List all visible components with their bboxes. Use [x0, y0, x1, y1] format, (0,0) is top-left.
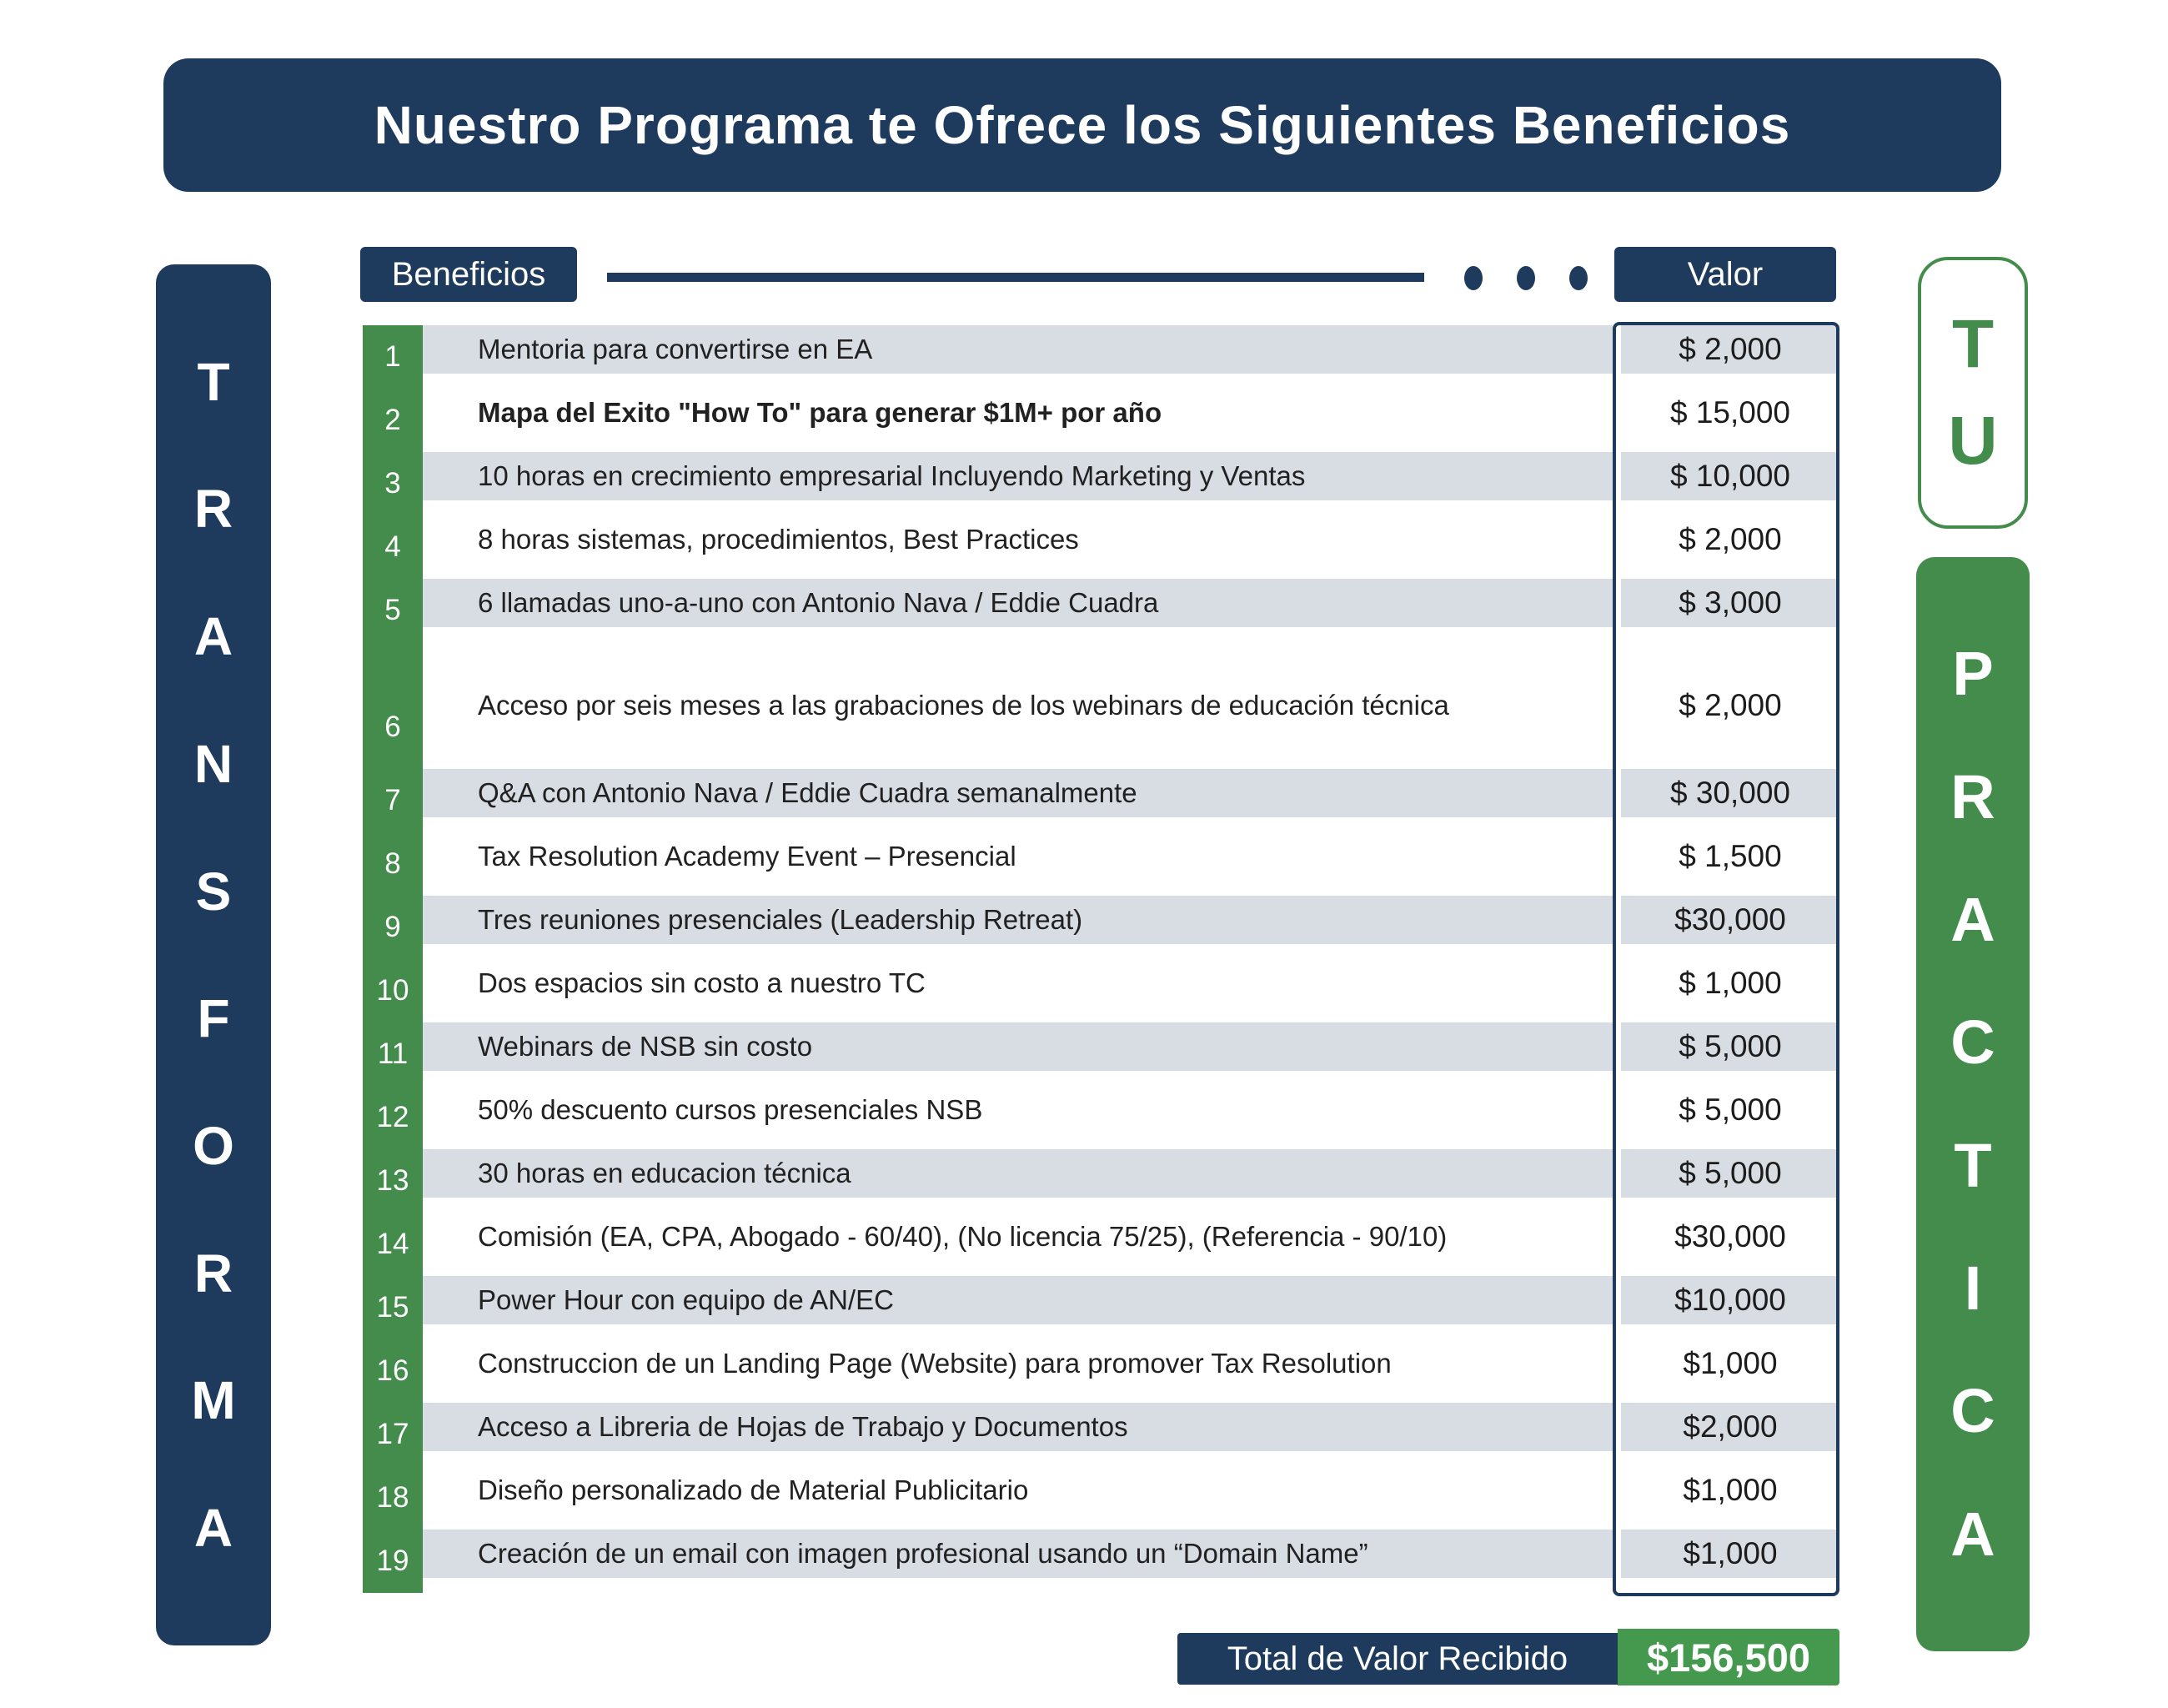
row-description-band: [423, 1403, 1613, 1451]
row-value: $30,000: [1674, 1219, 1786, 1253]
row-number-cell: [363, 1276, 423, 1339]
row-number: 16: [376, 1354, 409, 1387]
row-description: Mentoria para convertirse en EA: [478, 334, 873, 364]
row-description-band: [423, 1530, 1613, 1578]
row-value-band: [1621, 579, 1839, 627]
vertical-letter: F: [197, 988, 230, 1049]
dot-icon: [1569, 266, 1588, 290]
row-number-cell: [363, 769, 423, 832]
row-value: $ 5,000: [1679, 1029, 1782, 1063]
row-description-band: [423, 1086, 1613, 1134]
row-description-cell: [423, 959, 1613, 1022]
row-description-cell: [423, 1403, 1613, 1466]
row-description: 50% descuento cursos presenciales NSB: [478, 1094, 983, 1125]
row-description-cell: [423, 1530, 1613, 1593]
row-number-cell: [363, 452, 423, 515]
row-value-cell: [1621, 325, 1839, 389]
value-header-badge: Valor: [1614, 247, 1836, 302]
row-number: 10: [376, 974, 409, 1007]
total-label: Total de Valor Recibido: [1177, 1633, 1618, 1685]
row-description-band: [423, 1466, 1613, 1515]
row-value-cell: [1621, 1530, 1839, 1593]
row-description-band: [423, 1213, 1613, 1261]
row-number-cell: [363, 1213, 423, 1276]
row-description-band: [423, 452, 1613, 500]
row-number: 19: [376, 1545, 409, 1577]
row-description-cell: [423, 389, 1613, 452]
table-row: [363, 389, 1839, 452]
row-value-cell: [1621, 832, 1839, 896]
row-number-cell: [363, 1530, 423, 1593]
row-number: 6: [384, 711, 401, 743]
row-number-cell: [363, 832, 423, 896]
row-value: $1,000: [1683, 1346, 1778, 1380]
row-value: $ 5,000: [1679, 1093, 1782, 1127]
row-value-band: [1621, 1149, 1839, 1198]
vertical-letter: O: [193, 1116, 234, 1177]
benefits-table: [363, 325, 1839, 1593]
table-row: [363, 1149, 1839, 1213]
table-row: [363, 832, 1839, 896]
row-value-cell: [1621, 896, 1839, 959]
row-description: Acceso por seis meses a las grabaciones de los webinars de educación técnica: [478, 690, 1449, 721]
row-description: Dos espacios sin costo a nuestro TC: [478, 967, 926, 998]
row-number: 12: [376, 1101, 409, 1133]
row-description: 30 horas en educacion técnica: [478, 1158, 851, 1188]
row-number: 9: [384, 911, 401, 943]
row-description-band: [423, 1339, 1613, 1388]
row-number-cell: [363, 1339, 423, 1403]
row-description-cell: [423, 325, 1613, 389]
table-row: [363, 1086, 1839, 1149]
row-description: Construccion de un Landing Page (Website) para promover Tax Resolution: [478, 1348, 1392, 1379]
vertical-letter: C: [1950, 1376, 1995, 1446]
left-vertical-banner-transforma: [156, 264, 271, 1645]
row-value: $30,000: [1674, 902, 1786, 937]
row-description-cell: [423, 1213, 1613, 1276]
row-description: Mapa del Exito "How To" para generar $1M+ por año: [478, 397, 1162, 428]
row-value-band: [1621, 389, 1839, 437]
table-row: [363, 1339, 1839, 1403]
row-description: Creación de un email con imagen profesional usando un “Domain Name”: [478, 1538, 1368, 1569]
vertical-letter: A: [1950, 1499, 1995, 1569]
row-value-band: [1621, 1403, 1839, 1451]
vertical-letter: A: [193, 606, 233, 667]
row-number-cell: [363, 896, 423, 959]
row-description-cell: [423, 1149, 1613, 1213]
row-description: Acceso a Libreria de Hojas de Trabajo y Documentos: [478, 1411, 1128, 1442]
row-description-cell: [423, 769, 1613, 832]
row-value: $ 3,000: [1679, 585, 1782, 620]
row-description-cell: [423, 1466, 1613, 1530]
row-value: $ 30,000: [1669, 776, 1791, 810]
dot-icon: [1517, 266, 1535, 290]
row-value-cell: [1621, 1149, 1839, 1213]
row-description-band: [423, 389, 1613, 437]
row-value-band: [1621, 1086, 1839, 1134]
row-value-band: [1621, 1530, 1839, 1578]
row-description-cell: [423, 452, 1613, 515]
vertical-letter: T: [1951, 306, 1995, 382]
dot-icon: [1464, 266, 1483, 290]
row-value-cell: [1621, 1466, 1839, 1530]
header-divider-line: [607, 273, 1424, 282]
row-description-cell: [423, 515, 1613, 579]
row-number-cell: [363, 1022, 423, 1086]
row-value-band: [1621, 325, 1839, 374]
table-row: [363, 1466, 1839, 1530]
row-description-band: [423, 515, 1613, 564]
vertical-letter: T: [197, 351, 230, 412]
row-description: Q&A con Antonio Nava / Eddie Cuadra semanalmente: [478, 777, 1137, 808]
page-title: Nuestro Programa te Ofrece los Siguientes Beneficios: [374, 95, 1791, 155]
row-number: 1: [384, 340, 401, 373]
vertical-letter: I: [1964, 1253, 1982, 1323]
row-value: $ 2,000: [1679, 522, 1782, 556]
row-description-cell: [423, 1086, 1613, 1149]
row-value: $ 1,000: [1679, 966, 1782, 1000]
row-number: 13: [376, 1164, 409, 1197]
vertical-letter: P: [1952, 639, 1994, 709]
table-row: [363, 1530, 1839, 1593]
vertical-letter: U: [1948, 403, 1998, 479]
vertical-letter: M: [191, 1370, 236, 1431]
vertical-letter: C: [1950, 1007, 1995, 1078]
right-vertical-banner-tu: [1918, 257, 2028, 529]
table-row: [363, 1022, 1839, 1086]
row-value-band: [1621, 769, 1839, 817]
row-description-band: [423, 325, 1613, 374]
row-value-band: [1621, 1339, 1839, 1388]
table-row: [363, 515, 1839, 579]
row-description-band: [423, 642, 1613, 769]
row-value-band: [1621, 1213, 1839, 1261]
row-value: $ 10,000: [1669, 459, 1791, 493]
total-value: $156,500: [1618, 1629, 1839, 1685]
row-description-band: [423, 579, 1613, 627]
row-description: 6 llamadas uno-a-uno con Antonio Nava / Eddie Cuadra: [478, 587, 1159, 618]
table-row: [363, 1213, 1839, 1276]
row-value-cell: [1621, 579, 1839, 642]
row-description: Diseño personalizado de Material Publicitario: [478, 1474, 1029, 1505]
benefits-header-badge: Beneficios: [360, 247, 577, 302]
row-description-cell: [423, 832, 1613, 896]
table-row: [363, 452, 1839, 515]
row-value-cell: [1621, 769, 1839, 832]
table-row: [363, 642, 1839, 769]
row-value: $ 2,000: [1679, 332, 1782, 366]
row-description-band: [423, 959, 1613, 1007]
row-number-cell: [363, 325, 423, 389]
row-description: Power Hour con equipo de AN/EC: [478, 1284, 894, 1315]
row-number-cell: [363, 1403, 423, 1466]
row-description-cell: [423, 579, 1613, 642]
vertical-letter: R: [193, 1243, 233, 1304]
table-row: [363, 959, 1839, 1022]
row-description-band: [423, 1022, 1613, 1071]
vertical-letter: N: [193, 733, 233, 794]
row-description-cell: [423, 1339, 1613, 1403]
row-value: $ 2,000: [1679, 688, 1782, 722]
row-value-band: [1621, 896, 1839, 944]
vertical-letter: R: [193, 479, 233, 540]
row-value: $10,000: [1674, 1283, 1786, 1317]
row-description-cell: [423, 896, 1613, 959]
row-value-band: [1621, 642, 1839, 769]
row-number-cell: [363, 642, 423, 769]
row-description-cell: [423, 642, 1613, 769]
row-number: 14: [376, 1228, 409, 1260]
row-value-band: [1621, 832, 1839, 881]
row-number-cell: [363, 959, 423, 1022]
right-vertical-banner-practica: [1916, 557, 2030, 1651]
row-number: 17: [376, 1418, 409, 1450]
row-description-band: [423, 896, 1613, 944]
vertical-letter: A: [1950, 884, 1995, 954]
table-row: [363, 769, 1839, 832]
row-description: 8 horas sistemas, procedimientos, Best Practices: [478, 524, 1079, 555]
row-value-cell: [1621, 1403, 1839, 1466]
row-description-band: [423, 1149, 1613, 1198]
row-description-band: [423, 769, 1613, 817]
header-dots: [1464, 265, 1588, 290]
vertical-letter: T: [1954, 1130, 1992, 1200]
row-value-cell: [1621, 1276, 1839, 1339]
row-value: $1,000: [1683, 1536, 1778, 1570]
row-number: 3: [384, 467, 401, 500]
row-number-cell: [363, 515, 423, 579]
row-description-band: [423, 1276, 1613, 1324]
row-value: $ 15,000: [1669, 395, 1791, 430]
table-row: [363, 1403, 1839, 1466]
row-value-cell: [1621, 642, 1839, 769]
row-value-band: [1621, 1022, 1839, 1071]
row-value-cell: [1621, 1339, 1839, 1403]
row-description: Comisión (EA, CPA, Abogado - 60/40), (No licencia 75/25), (Referencia - 90/10): [478, 1221, 1448, 1252]
row-number: 15: [376, 1291, 409, 1324]
title-banner: [163, 58, 2001, 192]
row-value: $1,000: [1683, 1473, 1778, 1507]
row-value-cell: [1621, 452, 1839, 515]
row-number: 2: [384, 404, 401, 436]
vertical-letter: S: [195, 861, 232, 922]
row-value: $ 5,000: [1679, 1156, 1782, 1190]
row-value-cell: [1621, 959, 1839, 1022]
row-description: Tax Resolution Academy Event – Presencial: [478, 841, 1016, 872]
vertical-letter: A: [193, 1498, 233, 1559]
row-number-cell: [363, 1466, 423, 1530]
row-number: 4: [384, 530, 401, 563]
table-row: [363, 1276, 1839, 1339]
row-number-cell: [363, 389, 423, 452]
row-description: Webinars de NSB sin costo: [478, 1031, 813, 1062]
row-value-cell: [1621, 1213, 1839, 1276]
row-number: 11: [377, 1037, 409, 1070]
table-row: [363, 325, 1839, 389]
row-value-band: [1621, 959, 1839, 1007]
row-number-cell: [363, 1149, 423, 1213]
row-value: $ 1,500: [1679, 839, 1782, 873]
row-value: $2,000: [1683, 1409, 1778, 1444]
row-value-band: [1621, 515, 1839, 564]
vertical-letter: R: [1950, 761, 1995, 831]
row-value-cell: [1621, 1022, 1839, 1086]
row-number-cell: [363, 579, 423, 642]
table-row: [363, 896, 1839, 959]
row-description: 10 horas en crecimiento empresarial Incluyendo Marketing y Ventas: [478, 460, 1306, 491]
row-description: Tres reuniones presenciales (Leadership Retreat): [478, 904, 1083, 935]
row-description-cell: [423, 1022, 1613, 1086]
row-value-band: [1621, 1276, 1839, 1324]
row-value-cell: [1621, 389, 1839, 452]
table-row: [363, 579, 1839, 642]
row-description-cell: [423, 1276, 1613, 1339]
row-number: 8: [384, 847, 401, 880]
row-number: 18: [376, 1481, 409, 1514]
row-description-band: [423, 832, 1613, 881]
row-value-cell: [1621, 515, 1839, 579]
row-number: 5: [384, 594, 401, 626]
row-number-cell: [363, 1086, 423, 1149]
row-value-band: [1621, 452, 1839, 500]
row-value-cell: [1621, 1086, 1839, 1149]
row-value-band: [1621, 1466, 1839, 1515]
row-number: 7: [384, 784, 401, 816]
